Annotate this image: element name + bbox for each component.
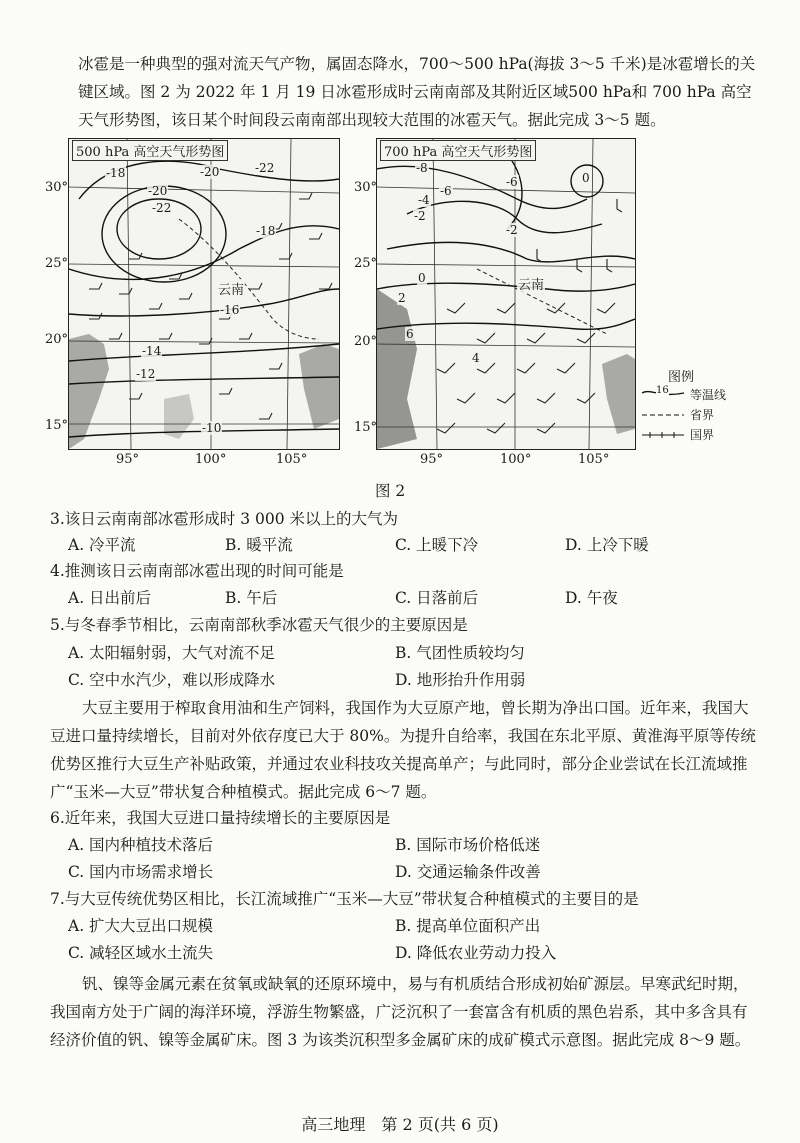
lon-label: 105° [276,452,308,467]
q4-option-a[interactable]: A. 日出前后 [68,589,152,607]
isotherm-label: -20 [148,184,168,198]
isotherm-label: 2 [398,291,406,305]
q4-option-c[interactable]: C. 日落前后 [395,589,479,607]
q4-option-b[interactable]: B. 午后 [225,589,278,607]
map-700hpa-title: 700 hPa 高空天气形势图 [380,140,536,161]
q6-option-d[interactable]: D. 交通运输条件改善 [395,863,541,881]
intro-paragraph-1: 冰雹是一种典型的强对流天气产物，属固态降水，700～500 hPa(海拔 3～5 千米)是冰雹增长的关键区域。图 2 为 2022 年 1 月 19 日冰雹形成时云南南部及其附近区域500 hPa和 700 hPa 高空天气形势图，该日某个时间段云南南部出现较大范围的冰雹天气。据此完成 3～5 题。 [78,55,756,129]
legend-isotherm-label: 等温线 [690,388,727,402]
isotherm-label: 6 [406,327,414,341]
question-3-stem: 3.该日云南南部冰雹形成时 3 000 米以上的大气为 [50,510,399,528]
q3-option-d[interactable]: D. 上冷下暖 [565,536,649,554]
lon-label: 100° [195,452,227,467]
lat-label: 30° [45,180,69,195]
map-500hpa-drawing [69,139,339,449]
isotherm-label: -14 [142,344,162,358]
q3-option-b[interactable]: B. 暖平流 [225,536,293,554]
q6-option-a[interactable]: A. 国内种植技术落后 [68,836,214,854]
lat-label: 20° [45,332,69,347]
map-500hpa [68,138,340,450]
question-5-stem: 5.与冬春季节相比，云南南部秋季冰雹天气很少的主要原因是 [50,616,468,634]
lon-label: 105° [578,452,610,467]
isotherm-label: -12 [136,367,156,381]
q7-option-d[interactable]: D. 降低农业劳动力投入 [395,944,557,962]
q6-option-b[interactable]: B. 国际市场价格低迷 [395,836,541,854]
question-4-stem: 4.推测该日云南南部冰雹出现的时间可能是 [50,562,344,580]
isotherm-label: -6 [440,184,452,198]
map-500hpa-title: 500 hPa 高空天气形势图 [72,140,228,161]
isotherm-label: -18 [256,224,276,238]
legend-nation-label: 国界 [690,428,715,442]
legend-province-symbol [640,410,686,420]
lon-label: 100° [500,452,532,467]
legend-title: 图例 [668,370,695,385]
q6-option-c[interactable]: C. 国内市场需求增长 [68,863,214,881]
lat-label: 25° [45,256,69,271]
lat-label: 30° [354,180,378,195]
question-6-stem: 6.近年来，我国大豆进口量持续增长的主要原因是 [50,809,391,827]
intro-paragraph-3: 钒、镍等金属元素在贫氧或缺氧的还原环境中，易与有机质结合形成初始矿源层。早寒武纪时期，我国南方处于广阔的海洋环境，浮游生物繁盛，广泛沉积了一套富含有机质的黑色岩系，其中多含具有经济价值的钒、镍等金属矿床。图 3 为该类沉积型多金属矿床的成矿模式示意图。据此完成 8～9 题。 [50,975,751,1049]
isotherm-label: -20 [200,165,220,179]
isotherm-label: -8 [416,161,428,175]
legend-nation-symbol [640,430,686,440]
q5-option-d[interactable]: D. 地形抬升作用弱 [395,671,526,689]
lat-label: 15° [45,418,69,433]
lon-label: 95° [420,452,444,467]
isotherm-label: -6 [506,175,518,189]
lat-label: 15° [354,420,378,435]
isotherm-label: -22 [255,161,275,175]
place-label-yunnan: 云南 [217,279,245,298]
isotherm-label: 4 [472,351,480,365]
isotherm-label: -4 [418,193,430,207]
isotherm-label: -2 [414,209,426,223]
isotherm-label: -22 [152,201,172,215]
intro-paragraph-2: 大豆主要用于榨取食用油和生产饲料，我国作为大豆原产地，曾长期为净出口国。近年来，我国大豆进口量持续增长，目前对外依存度已大于 80%。为提升自给率，我国在东北平原、黄淮海平原等传统优势区推行大豆生产补贴政策，并通过农业科技攻关提高单产；与此同时，部分企业尝试在长江流域推广“玉米—大豆”带状复合种植模式。据此完成 6～7 题。 [50,699,756,801]
q3-option-a[interactable]: A. 冷平流 [68,536,136,554]
lat-label: 25° [354,256,378,271]
isotherm-label: -18 [106,166,126,180]
q5-option-c[interactable]: C. 空中水汽少，难以形成降水 [68,671,276,689]
q4-option-d[interactable]: D. 午夜 [565,589,618,607]
legend-isotherm-value: 16 [656,385,669,396]
lat-label: 20° [354,334,378,349]
isotherm-label: -2 [506,223,518,237]
q7-option-a[interactable]: A. 扩大大豆出口规模 [68,917,214,935]
isotherm-label: -16 [220,303,240,317]
lon-label: 95° [116,452,140,467]
q3-option-c[interactable]: C. 上暖下冷 [395,536,479,554]
map-700hpa [376,138,636,450]
figure-caption: 图 2 [375,482,406,500]
q7-option-b[interactable]: B. 提高单位面积产出 [395,917,541,935]
place-label-yunnan: 云南 [517,274,545,293]
q5-option-a[interactable]: A. 太阳辐射弱，大气对流不足 [68,644,276,662]
page-footer: 高三地理 第 2 页(共 6 页) [301,1115,499,1134]
question-7-stem: 7.与大豆传统优势区相比，长江流域推广“玉米—大豆”带状复合种植模式的主要目的是 [50,890,639,908]
q5-option-b[interactable]: B. 气团性质较均匀 [395,644,525,662]
q7-option-c[interactable]: C. 减轻区域水土流失 [68,944,214,962]
isotherm-label: 0 [582,171,590,185]
isotherm-label: 0 [418,271,426,285]
legend-province-label: 省界 [690,408,715,422]
isotherm-label: -10 [202,421,222,435]
